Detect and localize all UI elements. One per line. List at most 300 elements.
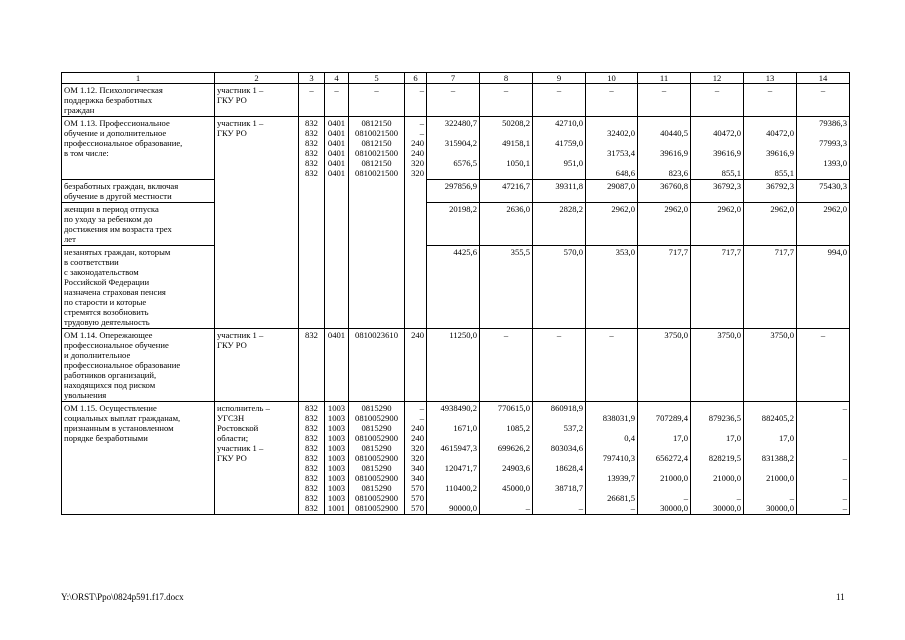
value-line [588, 158, 635, 168]
value-line: 20198,2 [449, 204, 477, 214]
value-line: 1671,0 [453, 423, 477, 433]
value-line: 11250,0 [449, 330, 477, 340]
value-cell-col4 [325, 117, 349, 180]
text-line: УГСЗН [217, 413, 245, 423]
value-cell-col10 [586, 117, 638, 180]
value-line: 320 [411, 453, 424, 463]
value-line [799, 413, 847, 423]
value-line: 4938490,2 [440, 403, 477, 413]
header-cell: 4 [325, 73, 349, 84]
value-cell-col9 [533, 203, 586, 246]
value-line: 49158,1 [502, 138, 530, 148]
value-line: – [609, 330, 614, 340]
text-line: безработных граждан, включая [64, 181, 179, 191]
value-line [429, 168, 477, 178]
value-line [693, 158, 741, 168]
header-cell: 11 [638, 73, 691, 84]
table-row [62, 180, 850, 203]
value-cell-col7 [427, 246, 480, 329]
value-cell-col4 [325, 402, 349, 515]
value-line [482, 148, 530, 158]
value-line: 26681,5 [607, 493, 635, 503]
value-line: 832 [305, 118, 318, 128]
value-cell-col12 [691, 203, 744, 246]
text-line: в соответствии [64, 257, 119, 267]
text-line: признанным в установленном [64, 423, 174, 433]
value-cell-col13 [744, 402, 797, 515]
value-line: – [714, 85, 720, 95]
value-line: – [525, 503, 530, 513]
measure-name-cell [62, 180, 215, 203]
value-line: 0812150 [361, 118, 392, 128]
value-line: 537,2 [563, 423, 583, 433]
value-line: 832 [305, 453, 318, 463]
value-cell-col7 [427, 117, 480, 180]
value-cell-col11 [638, 117, 691, 180]
value-cell-col11 [638, 203, 691, 246]
value-cell-col11 [638, 246, 691, 329]
value-line: 17,0 [725, 433, 741, 443]
value-line [429, 128, 477, 138]
measure-name-cell [62, 402, 215, 515]
value-line [535, 148, 583, 158]
value-line: 120471,7 [444, 463, 477, 473]
value-line: 832 [305, 423, 318, 433]
value-line: 0815290 [361, 403, 392, 413]
value-line [640, 138, 688, 148]
text-line: с законодательством [64, 267, 139, 277]
value-line: 570 [411, 483, 424, 493]
value-line [588, 443, 635, 453]
table-row [62, 84, 850, 117]
value-cell-col13 [744, 329, 797, 402]
value-cell-col9 [533, 402, 586, 515]
text-line: работников организаций, [64, 370, 157, 380]
value-line: 4615947,3 [440, 443, 477, 453]
header-row [62, 73, 850, 84]
value-line: 1393,0 [823, 158, 847, 168]
value-line [588, 463, 635, 473]
value-line [746, 138, 794, 148]
value-line: 3750,0 [770, 330, 794, 340]
value-cell-col3 [299, 203, 325, 246]
value-line: 340 [411, 463, 424, 473]
value-line [640, 118, 688, 128]
value-line: 648,6 [615, 168, 635, 178]
text-line: обучение и дополнительное [64, 128, 167, 138]
value-cell-col6 [405, 84, 427, 117]
value-line: 39616,9 [660, 148, 688, 158]
value-line [429, 453, 477, 463]
value-line: 797410,3 [602, 453, 635, 463]
value-line: 1003 [327, 443, 346, 453]
value-line [482, 413, 530, 423]
value-line [535, 128, 583, 138]
value-cell-col9 [533, 329, 586, 402]
value-line: – [419, 128, 424, 138]
header-cell: 13 [744, 73, 797, 84]
value-line: 0401 [327, 138, 346, 148]
value-cell-col5 [349, 84, 405, 117]
text-line: профессиональное обучение [64, 340, 169, 350]
value-line: 24903,6 [502, 463, 530, 473]
value-line: 832 [305, 443, 318, 453]
value-line: 0810052900 [355, 413, 398, 423]
value-cell-col7 [427, 84, 480, 117]
text-line: достижения им возраста трех [64, 224, 172, 234]
table-row [62, 117, 850, 180]
value-cell-col13 [744, 180, 797, 203]
value-line: – [661, 85, 667, 95]
value-line: – [789, 493, 794, 503]
value-line: 3750,0 [717, 330, 741, 340]
value-line: 0810052900 [355, 473, 398, 483]
value-line: 0810052900 [355, 453, 398, 463]
value-line: 32402,0 [607, 128, 635, 138]
value-line: 832 [305, 503, 318, 513]
value-cell-col11 [638, 180, 691, 203]
text-line: профессиональное образование, [64, 138, 183, 148]
value-line: 832 [305, 463, 318, 473]
value-cell-col10 [586, 84, 638, 117]
value-line [429, 433, 477, 443]
text-line: участник 1 – [217, 118, 264, 128]
value-line [693, 403, 741, 413]
text-line: ГКУ РО [217, 340, 247, 350]
value-line: 41759,0 [555, 138, 583, 148]
value-line: 4425,6 [453, 247, 477, 257]
value-line: 1001 [327, 503, 346, 513]
text-line: порядке безработными [64, 433, 148, 443]
value-cell-col5 [349, 180, 405, 203]
footer-file-path: Y:\ORST\Ppo\0824p591.f17.docx [61, 592, 184, 602]
value-line [693, 118, 741, 128]
value-line: – [419, 403, 424, 413]
value-cell-col14 [797, 180, 850, 203]
value-line: 1003 [327, 413, 346, 423]
text-line: обучение в другой местности [64, 191, 172, 201]
value-line: 1003 [327, 453, 346, 463]
value-line: 315904,2 [444, 138, 477, 148]
value-line: 3750,0 [664, 330, 688, 340]
text-line: ГКУ РО [217, 453, 247, 463]
value-line [482, 433, 530, 443]
value-cell-col4 [325, 180, 349, 203]
value-line: 831388,2 [761, 453, 794, 463]
value-cell-col3 [299, 402, 325, 515]
value-cell-col14 [797, 203, 850, 246]
value-cell-col3 [299, 246, 325, 329]
value-line: 21000,0 [713, 473, 741, 483]
value-line: – [767, 85, 773, 95]
value-line: – [736, 493, 741, 503]
value-line: 855,1 [721, 168, 741, 178]
value-line [429, 148, 477, 158]
value-line: 240 [411, 148, 424, 158]
value-line: 0810021500 [355, 128, 398, 138]
text-line: ГКУ РО [217, 128, 247, 138]
value-line: 0401 [327, 148, 346, 158]
value-cell-col12 [691, 84, 744, 117]
value-line: 994,0 [827, 247, 847, 257]
value-line [693, 138, 741, 148]
value-line: 240 [411, 138, 424, 148]
value-line: 0401 [327, 158, 346, 168]
value-line: 832 [305, 403, 318, 413]
value-cell-col8 [480, 117, 533, 180]
value-line: 0812150 [361, 158, 392, 168]
value-line: 832 [305, 493, 318, 503]
value-line: – [842, 493, 847, 503]
footer-page-number: 11 [836, 592, 845, 602]
value-line: 1003 [327, 433, 346, 443]
value-line [746, 158, 794, 168]
value-cell-col8 [480, 84, 533, 117]
value-line [640, 463, 688, 473]
value-line: 0815290 [361, 443, 392, 453]
value-line: 832 [305, 128, 318, 138]
value-line: 39311,8 [555, 181, 583, 191]
value-line: – [450, 85, 456, 95]
value-line: 240 [411, 423, 424, 433]
value-line [482, 128, 530, 138]
value-cell-col11 [638, 329, 691, 402]
value-line [746, 403, 794, 413]
value-cell-col5 [349, 402, 405, 515]
value-cell-col5 [349, 246, 405, 329]
value-cell-col12 [691, 180, 744, 203]
text-line: участник 1 – [217, 330, 264, 340]
measure-name-cell [62, 246, 215, 329]
header-cell: 9 [533, 73, 586, 84]
value-line: 823,6 [668, 168, 688, 178]
value-line: 707289,4 [655, 413, 688, 423]
value-cell-col9 [533, 84, 586, 117]
value-line: 832 [305, 330, 318, 340]
value-cell-col6 [405, 180, 427, 203]
header-cell: 2 [215, 73, 299, 84]
value-line: 2962,0 [823, 204, 847, 214]
value-line [746, 423, 794, 433]
value-line [535, 493, 583, 503]
value-line [799, 423, 847, 433]
value-cell-col8 [480, 203, 533, 246]
value-line [799, 168, 847, 178]
header-cell: 1 [62, 73, 215, 84]
value-line: 1003 [327, 483, 346, 493]
value-line: 21000,0 [766, 473, 794, 483]
value-line [693, 443, 741, 453]
value-line: 855,1 [774, 168, 794, 178]
value-line: 47216,7 [502, 181, 530, 191]
text-line: ОМ 1.12. Психологическая [64, 85, 163, 95]
text-line: профессиональное образование [64, 360, 181, 370]
value-line [482, 493, 530, 503]
value-line: 570,0 [563, 247, 583, 257]
header-cell: 10 [586, 73, 638, 84]
value-line [429, 473, 477, 483]
value-line [482, 473, 530, 483]
value-line: 860918,9 [550, 403, 583, 413]
value-line [535, 473, 583, 483]
text-line: и дополнительное [64, 350, 131, 360]
text-line: ОМ 1.15. Осуществление [64, 403, 157, 413]
value-cell-col14 [797, 329, 850, 402]
value-line: 2636,0 [506, 204, 530, 214]
value-line: 30000,0 [766, 503, 794, 513]
value-line [588, 423, 635, 433]
value-line: – [419, 413, 424, 423]
value-line: – [842, 453, 847, 463]
value-line [693, 423, 741, 433]
value-cell-col6 [405, 402, 427, 515]
text-line: назначена страховая пенсия [64, 287, 166, 297]
value-line [588, 483, 635, 493]
value-cell-col6 [405, 329, 427, 402]
executor-cell [215, 117, 299, 180]
value-line: 2962,0 [611, 204, 635, 214]
value-line [535, 168, 583, 178]
value-cell-col10 [586, 180, 638, 203]
value-line: 0815290 [361, 423, 392, 433]
value-cell-col4 [325, 84, 349, 117]
value-line: 832 [305, 168, 318, 178]
value-line: 18628,4 [555, 463, 583, 473]
executor-cell [215, 180, 299, 203]
value-cell-col10 [586, 203, 638, 246]
value-line: 50208,2 [502, 118, 530, 128]
text-line: Ростовской [217, 423, 259, 433]
value-line: 832 [305, 413, 318, 423]
measure-name-cell [62, 84, 215, 117]
value-line: 21000,0 [660, 473, 688, 483]
value-line: 320 [411, 443, 424, 453]
value-line: – [309, 85, 314, 95]
value-line: – [683, 493, 688, 503]
value-line: 320 [411, 168, 424, 178]
value-line: 717,7 [774, 247, 794, 257]
value-cell-col9 [533, 246, 586, 329]
value-line: – [842, 503, 847, 513]
value-cell-col3 [299, 329, 325, 402]
value-line: – [556, 85, 562, 95]
value-line: 832 [305, 483, 318, 493]
budget-table [61, 72, 850, 515]
text-line: лет [64, 234, 76, 244]
value-line: 79386,3 [819, 118, 847, 128]
value-line: 1085,2 [506, 423, 530, 433]
measure-name-cell [62, 203, 215, 246]
value-line: – [374, 85, 379, 95]
value-line [746, 118, 794, 128]
executor-cell [215, 84, 299, 117]
value-cell-col5 [349, 117, 405, 180]
value-line: 656272,4 [655, 453, 688, 463]
value-line [799, 433, 847, 443]
value-line: 40472,0 [766, 128, 794, 138]
value-cell-col7 [427, 180, 480, 203]
value-line [799, 483, 847, 493]
value-line: 30000,0 [713, 503, 741, 513]
text-line: увольнения [64, 390, 107, 400]
value-cell-col9 [533, 180, 586, 203]
executor-cell [215, 402, 299, 515]
value-line: 13939,7 [607, 473, 635, 483]
value-line [482, 168, 530, 178]
value-cell-col4 [325, 203, 349, 246]
value-line: 240 [411, 330, 424, 340]
value-cell-col12 [691, 329, 744, 402]
value-line [640, 423, 688, 433]
value-cell-col14 [797, 246, 850, 329]
value-line: 0812150 [361, 138, 392, 148]
value-line: 0810021500 [355, 168, 398, 178]
executor-cell [215, 203, 299, 246]
value-line: 1003 [327, 493, 346, 503]
text-line: трудовую деятельность [64, 317, 150, 327]
value-line [482, 453, 530, 463]
value-line: 0815290 [361, 483, 392, 493]
text-line: участник 1 – [217, 85, 264, 95]
value-line: 0810021500 [355, 148, 398, 158]
value-line [535, 413, 583, 423]
value-line: 838031,9 [602, 413, 635, 423]
value-line: 31753,4 [607, 148, 635, 158]
value-line: 39616,9 [766, 148, 794, 158]
value-cell-col13 [744, 84, 797, 117]
value-line: 30000,0 [660, 503, 688, 513]
value-line: – [842, 403, 847, 413]
value-cell-col13 [744, 246, 797, 329]
value-line: 832 [305, 158, 318, 168]
value-cell-col14 [797, 117, 850, 180]
value-cell-col10 [586, 246, 638, 329]
value-line: – [419, 118, 424, 128]
value-line: 240 [411, 433, 424, 443]
value-line [746, 463, 794, 473]
value-line [429, 493, 477, 503]
header-cell: 8 [480, 73, 533, 84]
value-line: 0401 [327, 330, 346, 340]
value-cell-col8 [480, 246, 533, 329]
text-line: ОМ 1.14. Опережающее [64, 330, 153, 340]
value-cell-col9 [533, 117, 586, 180]
value-line: 0815290 [361, 463, 392, 473]
value-line: – [630, 503, 635, 513]
value-cell-col14 [797, 402, 850, 515]
value-line: 717,7 [668, 247, 688, 257]
value-cell-col12 [691, 117, 744, 180]
value-line: 0810023610 [355, 330, 398, 340]
text-line: ОМ 1.13. Профессиональное [64, 118, 170, 128]
value-cell-col7 [427, 203, 480, 246]
measure-name-cell [62, 117, 215, 180]
value-line: – [503, 330, 509, 340]
value-line: 297856,9 [444, 181, 477, 191]
value-line: 0401 [327, 168, 346, 178]
value-line: 0810052900 [355, 503, 398, 513]
header-cell: 14 [797, 73, 850, 84]
header-cell: 5 [349, 73, 405, 84]
value-line: 36792,3 [766, 181, 794, 191]
header-cell: 7 [427, 73, 480, 84]
value-line: 75430,3 [819, 181, 847, 191]
text-line: по уходу за ребенком до [64, 214, 153, 224]
value-line [640, 483, 688, 493]
value-line: 832 [305, 138, 318, 148]
value-line [535, 433, 583, 443]
value-cell-col10 [586, 329, 638, 402]
